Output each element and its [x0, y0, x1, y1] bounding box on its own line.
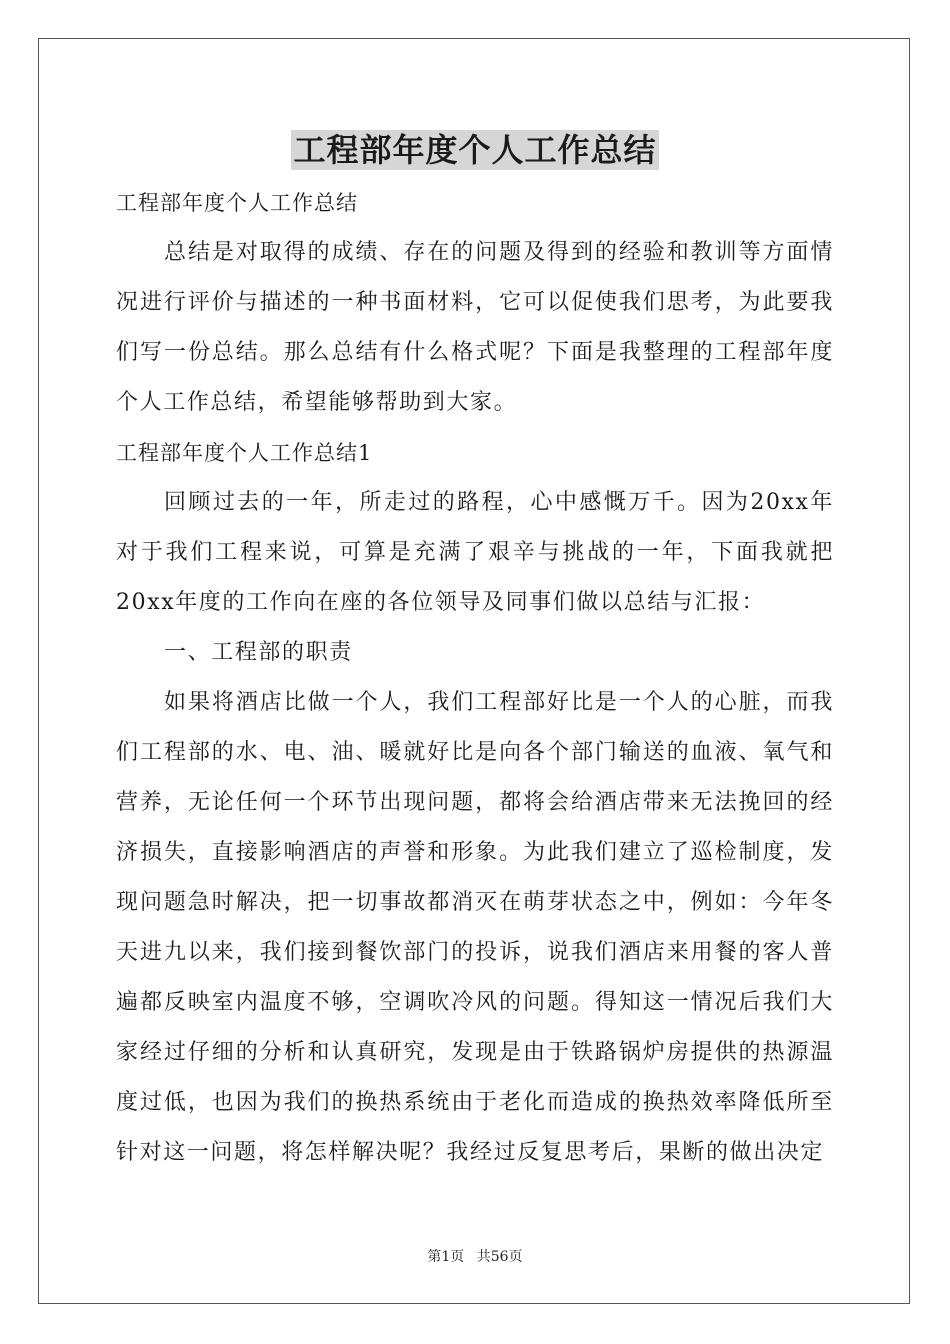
- section-heading: 工程部年度个人工作总结1: [116, 441, 373, 465]
- page-number: 第1页: [427, 1249, 465, 1265]
- subtitle-paragraph: 工程部年度个人工作总结: [116, 191, 358, 215]
- document-body: [116, 178, 834, 1178]
- intro-paragraph: 总结是对取得的成绩、存在的问题及得到的经验和教训等方面情况进行评价与描述的一种书面材料，它可以促使我们思考，为此要我们写一份总结。那么总结有什么格式呢？下面是我整理的工程部年度个人工作总结，希望能够帮助到大家。: [116, 240, 834, 415]
- page-total: 共56页: [476, 1249, 523, 1265]
- subsection-heading: 一、工程部的职责: [164, 640, 353, 665]
- body-paragraph: 回顾过去的一年，所走过的路程，心中感慨万千。因为20xx年对于我们工程来说，可算是充满了艰辛与挑战的一年，下面我就把20xx年度的工作向在座的各位领导及同事们做以总结与汇报：: [116, 490, 834, 615]
- document-title: 工程部年度个人工作总结: [293, 131, 657, 169]
- document-title-block: [0, 130, 950, 174]
- page-footer: [0, 1246, 950, 1266]
- body-paragraph: 如果将酒店比做一个人，我们工程部好比是一个人的心脏，而我们工程部的水、电、油、暖就好比是向各个部门输送的血液、氧气和营养，无论任何一个环节出现问题，都将会给酒店带来无法挽回的经济损失，直接影响酒店的声誉和形象。为此我们建立了巡检制度，发现问题急时解决，把一切事故都消灭在萌芽状态之中，例如：今年冬天进九以来，我们接到餐饮部门的投诉，说我们酒店来用餐的客人普遍都反映室内温度不够，空调吹冷风的问题。得知这一情况后我们大家经过仔细的分析和认真研究，发现是由于铁路锅炉房提供的热源温度过低，也因为我们的换热系统由于老化而造成的换热效率降低所至针对这一问题，将怎样解决呢？我经过反复思考后，果断的做出决定: [116, 690, 834, 1165]
